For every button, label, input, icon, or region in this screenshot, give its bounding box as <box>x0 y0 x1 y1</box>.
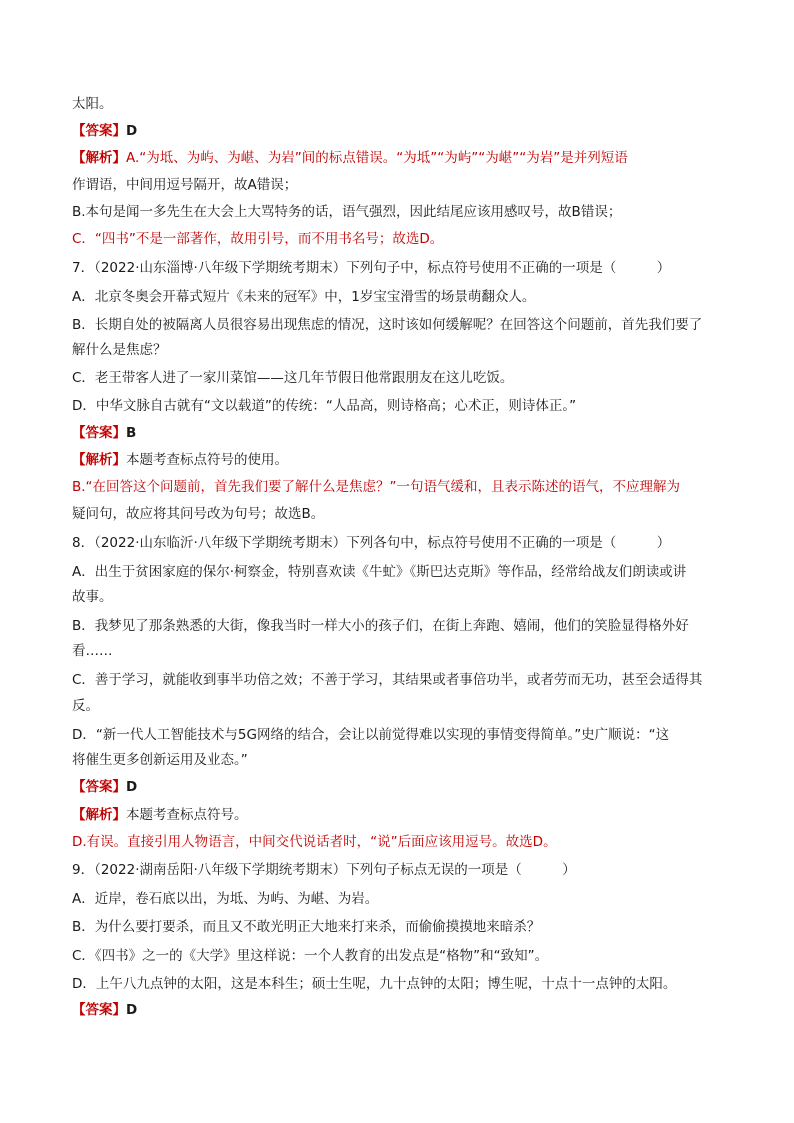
text-line <box>72 534 734 552</box>
answer-line <box>72 122 734 140</box>
text-line <box>72 505 734 523</box>
line-text: B.“在回答这个问题前，首先我们要了解什么是焦虑？”一句语气缓和，且表示陈述的语气，不应理解为 <box>72 479 681 495</box>
text-line <box>72 478 734 496</box>
answer-label: 【答案】 <box>72 779 126 795</box>
line-text: 疑问句，故应将其问号改为句号；故选B。 <box>72 506 325 522</box>
text-line <box>72 563 734 581</box>
text-line <box>72 95 734 113</box>
line-text: D <box>126 779 138 795</box>
answer-line <box>72 778 734 796</box>
line-text: 本题考查标点符号的使用。 <box>126 452 288 468</box>
text-line <box>72 397 734 415</box>
text-line <box>72 833 734 851</box>
text-line <box>72 369 734 387</box>
answer-label: 【答案】 <box>72 425 126 441</box>
line-text: D．上午八九点钟的太阳，这是本科生；硕士生呢，九十点钟的太阳；博生呢，十点十一点钟的太阳。 <box>72 976 677 992</box>
line-text: D <box>126 123 138 139</box>
line-text: A．近岸，卷石底以出，为坻、为屿、为嵁、为岩。 <box>72 891 379 907</box>
text-line <box>72 316 734 334</box>
text-line <box>72 890 734 908</box>
text-line <box>72 947 734 965</box>
answer-label: 【答案】 <box>72 123 126 139</box>
text-line <box>72 176 734 194</box>
line-text: D.有误。直接引用人物语言，中间交代说话者时，“说”后面应该用逗号。故选D。 <box>72 834 557 850</box>
text-line <box>72 861 734 879</box>
line-text: 8．（2022·山东临沂·八年级下学期统考期末）下列各句中，标点符号使用不正确的一项是（ ） <box>72 535 671 551</box>
line-text: C．老王带客人进了一家川菜馆——这几年节假日他常跟朋友在这儿吃饭。 <box>72 370 514 386</box>
text-line <box>72 975 734 993</box>
analysis-label: 【解析】 <box>72 452 126 468</box>
line-text: D．“新一代人工智能技术与5G网络的结合，会让以前觉得难以实现的事情变得简单。”史广顺说：“这 <box>72 727 670 743</box>
text-line <box>72 341 734 359</box>
line-text: B．我梦见了那条熟悉的大街，像我当时一样大小的孩子们，在街上奔跑、嬉闹，他们的笑脸显得格外好 <box>72 618 689 634</box>
line-text: 本题考查标点符号。 <box>126 807 248 823</box>
answer-line <box>72 424 734 442</box>
answer-line <box>72 1001 734 1019</box>
text-line <box>72 751 734 769</box>
line-text: B <box>126 425 137 441</box>
line-text: 太阳。 <box>72 96 113 112</box>
text-line <box>72 642 734 660</box>
analysis-label: 【解析】 <box>72 150 126 166</box>
line-text: D．中华文脉自古就有“文以载道”的传统：“人品高，则诗格高；心术正，则诗体正。” <box>72 398 577 414</box>
line-text: B．为什么要打要杀，而且又不敢光明正大地来打来杀，而偷偷摸摸地来暗杀？ <box>72 919 541 935</box>
analysis-line <box>72 149 734 167</box>
line-text: B．长期自处的被隔离人员很容易出现焦虑的情况，这时该如何缓解呢？在回答这个问题前，首先我们要了 <box>72 317 703 333</box>
text-line <box>72 918 734 936</box>
line-text: 反。 <box>72 698 99 714</box>
line-text: A.“为坻、为屿、为嵁、为岩”间的标点错误。“为坻”“为屿”“为嵁”“为岩”是并列短语 <box>126 150 628 166</box>
line-text: 9．（2022·湖南岳阳·八年级下学期统考期末）下列句子标点无误的一项是（ ） <box>72 862 576 878</box>
analysis-label: 【解析】 <box>72 807 126 823</box>
line-text: A．北京冬奥会开幕式短片《未来的冠军》中，1岁宝宝滑雪的场景萌翻众人。 <box>72 289 536 305</box>
text-line <box>72 671 734 689</box>
text-line <box>72 288 734 306</box>
analysis-line <box>72 806 734 824</box>
answer-label: 【答案】 <box>72 1002 126 1018</box>
text-line <box>72 588 734 606</box>
line-text: C．《四书》之一的《大学》里这样说：一个人教育的出发点是“格物”和“致知”。 <box>72 948 549 964</box>
text-line <box>72 697 734 715</box>
line-text: D <box>126 1002 138 1018</box>
analysis-line <box>72 451 734 469</box>
line-text: B.本句是闻一多先生在大会上大骂特务的话，语气强烈，因此结尾应该用感叹号，故B错误； <box>72 204 622 220</box>
line-text: A．出生于贫困家庭的保尔·柯察金，特别喜欢读《牛虻》《斯巴达克斯》等作品，经常给战友们朗读或讲 <box>72 564 687 580</box>
text-line <box>72 259 734 277</box>
line-text: 解什么是焦虑？ <box>72 342 167 358</box>
text-line <box>72 230 734 248</box>
line-text: 作谓语，中间用逗号隔开，故A错误； <box>72 177 298 193</box>
line-text: 将催生更多创新运用及业态。” <box>72 752 248 768</box>
line-text: C．“四书”不是一部著作，故用引号，而不用书名号；故选D。 <box>72 231 444 247</box>
line-text: 7．（2022·山东淄博·八年级下学期统考期末）下列句子中，标点符号使用不正确的一项是（ ） <box>72 260 671 276</box>
line-text: C．善于学习，就能收到事半功倍之效；不善于学习，其结果或者事倍功半，或者劳而无功，甚至会适得其 <box>72 672 703 688</box>
text-line <box>72 726 734 744</box>
text-line <box>72 203 734 221</box>
line-text: 故事。 <box>72 589 113 605</box>
text-line <box>72 617 734 635</box>
line-text: 看…… <box>72 643 113 659</box>
